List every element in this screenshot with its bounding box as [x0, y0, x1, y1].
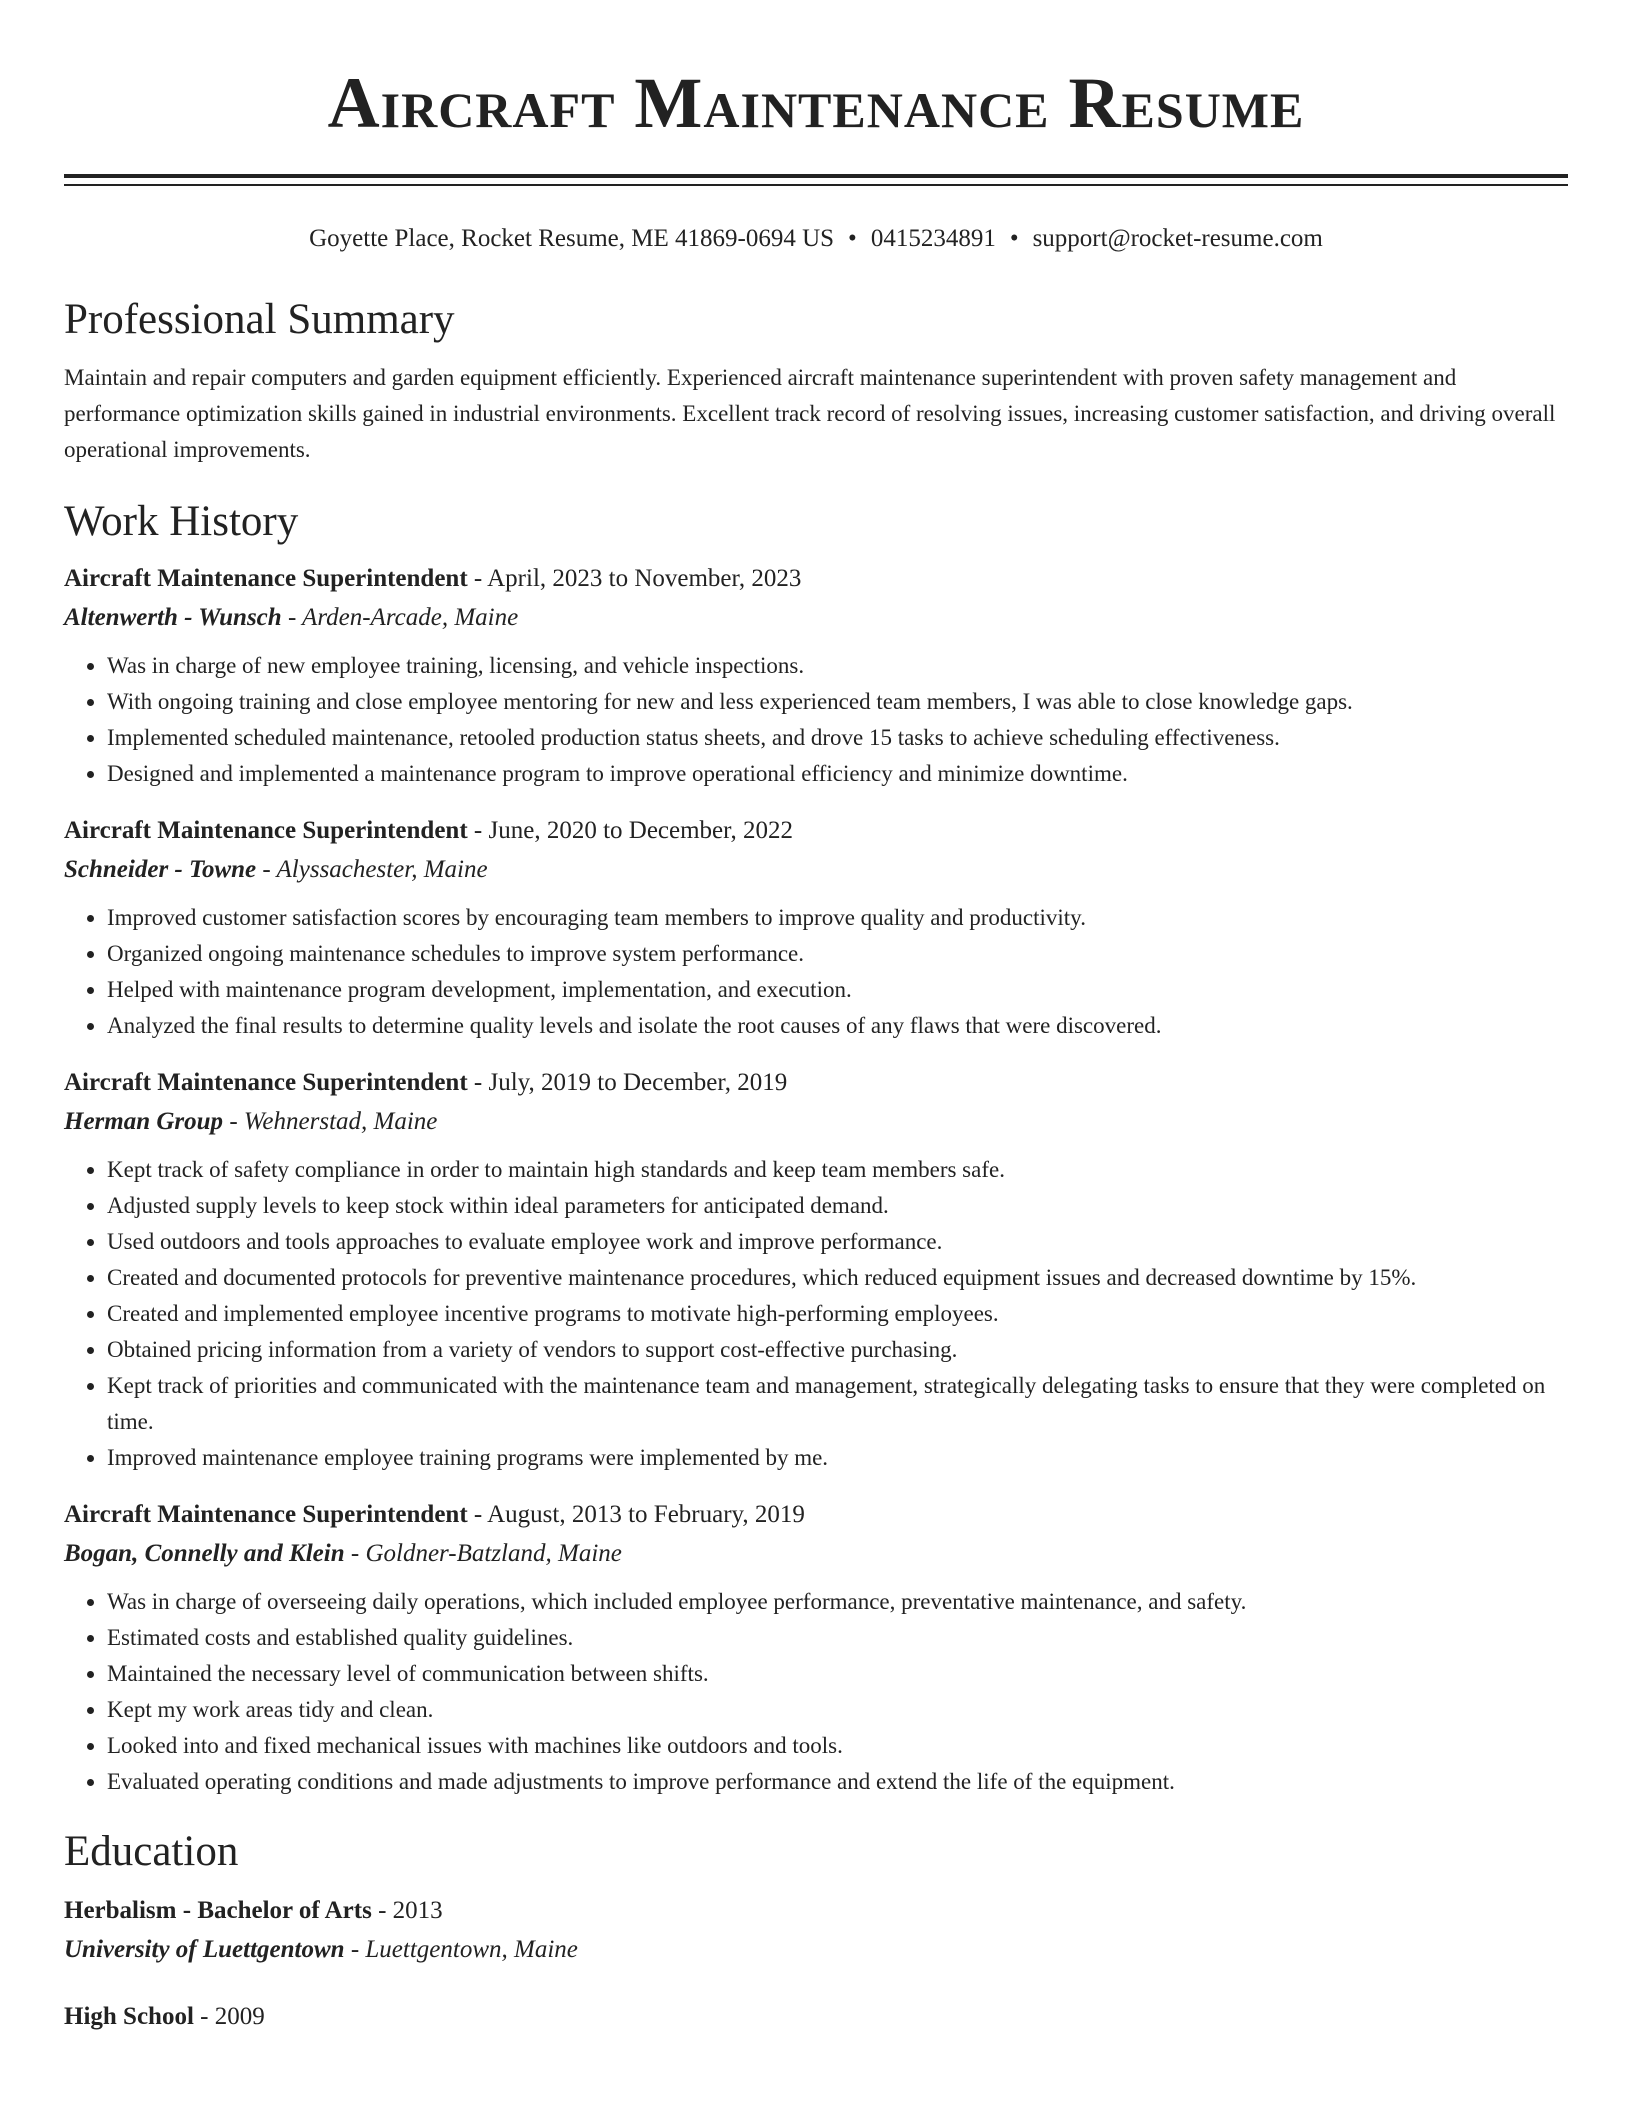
company-name: Bogan, Connelly and Klein — [64, 1540, 345, 1567]
job-entry — [64, 812, 1568, 1044]
education-heading: Education — [64, 1828, 239, 1875]
summary-heading: Professional Summary — [64, 296, 455, 343]
contact-line — [64, 222, 1568, 256]
job-title: Aircraft Maintenance Superintendent — [64, 1069, 468, 1096]
contact-phone: 0415234891 — [870, 225, 996, 252]
job-company-line — [64, 850, 1568, 890]
work-history-list — [64, 560, 1568, 1800]
education-degree-line — [64, 1998, 1568, 2036]
school-name: University of Luettgentown — [64, 1936, 345, 1963]
duties-list — [64, 900, 1568, 1044]
education-year: - 2009 — [193, 2003, 265, 2030]
company-location: - Alyssachester, Maine — [256, 856, 488, 883]
duty-item: • Estimated costs and established quality guidelines. — [107, 1620, 1568, 1656]
education-degree-line — [64, 1892, 1568, 1930]
contact-separator: • — [848, 225, 857, 252]
duty-item: • Designed and implemented a maintenance program to improve operational efficiency and minimize downtime. — [107, 756, 1568, 792]
education-year: - 2013 — [371, 1897, 443, 1924]
education-degree: Herbalism - Bachelor of Arts — [64, 1897, 372, 1924]
duty-item: • Used outdoors and tools approaches to evaluate employee work and improve performance. — [107, 1224, 1568, 1260]
contact-email: support@rocket-resume.com — [1032, 225, 1323, 252]
job-entry — [64, 560, 1568, 792]
duty-item: • Helped with maintenance program development, implementation, and execution. — [107, 972, 1568, 1008]
duty-item: • Looked into and fixed mechanical issues with machines like outdoors and tools. — [107, 1728, 1568, 1764]
duty-item: • With ongoing training and close employee mentoring for new and less experienced team members, I was able to close knowledge gaps. — [107, 684, 1568, 720]
summary-text: Maintain and repair computers and garden equipment efficiently. Experienced aircraft maintenance superintendent with proven safety management and performance optimization skills gained in industrial environments. Excellent track record of resolving issues, increasing customer satisfaction, and driving overall operational improvements. — [64, 365, 1556, 462]
education-school-line — [64, 1930, 1568, 1970]
duty-item: • Created and implemented employee incentive programs to motivate high-performing employees. — [107, 1296, 1568, 1332]
job-company-line — [64, 1102, 1568, 1142]
job-company-line — [64, 1534, 1568, 1574]
job-title-line — [64, 812, 1568, 850]
duty-item: • Improved customer satisfaction scores by encouraging team members to improve quality and productivity. — [107, 900, 1568, 936]
job-dates: - April, 2023 to November, 2023 — [467, 565, 802, 592]
duty-item: • Evaluated operating conditions and made adjustments to improve performance and extend the life of the equipment. — [107, 1764, 1568, 1800]
duty-item: • Kept track of priorities and communicated with the maintenance team and management, strategically delegating tasks to ensure that they were completed on time. — [107, 1368, 1568, 1440]
contact-address: Goyette Place, Rocket Resume, ME 41869-0694 US — [309, 225, 835, 252]
work-history-heading: Work History — [64, 498, 299, 545]
job-dates: - June, 2020 to December, 2022 — [467, 817, 793, 844]
education-degree: High School — [64, 2003, 194, 2030]
education-entry — [64, 1998, 1568, 2036]
duties-list — [64, 1584, 1568, 1800]
job-title: Aircraft Maintenance Superintendent — [64, 817, 468, 844]
title-divider-thin — [64, 184, 1568, 186]
duty-item: • Organized ongoing maintenance schedules to improve system performance. — [107, 936, 1568, 972]
job-dates: - August, 2013 to February, 2019 — [467, 1501, 805, 1528]
duty-item: • Maintained the necessary level of communication between shifts. — [107, 1656, 1568, 1692]
duty-item: • Obtained pricing information from a variety of vendors to support cost-effective purchasing. — [107, 1332, 1568, 1368]
job-dates: - July, 2019 to December, 2019 — [467, 1069, 788, 1096]
duty-item: • Was in charge of new employee training, licensing, and vehicle inspections. — [107, 648, 1568, 684]
duty-item: • Was in charge of overseeing daily operations, which included employee performance, preventative maintenance, and safety. — [107, 1584, 1568, 1620]
company-name: Schneider - Towne — [64, 856, 257, 883]
company-name: Altenwerth - Wunsch — [64, 604, 282, 631]
duty-item: • Kept my work areas tidy and clean. — [107, 1692, 1568, 1728]
education-entry — [64, 1892, 1568, 1970]
duty-item: • Analyzed the final results to determine quality levels and isolate the root causes of any flaws that were discovered. — [107, 1008, 1568, 1044]
school-location: - Luettgentown, Maine — [344, 1936, 578, 1963]
company-location: - Goldner-Batzland, Maine — [344, 1540, 622, 1567]
duties-list — [64, 1152, 1568, 1476]
education-list — [64, 1892, 1568, 2036]
duty-item: • Created and documented protocols for preventive maintenance procedures, which reduced equipment issues and decreased downtime by 15%. — [107, 1260, 1568, 1296]
duty-item: • Improved maintenance employee training programs were implemented by me. — [107, 1440, 1568, 1476]
job-title: Aircraft Maintenance Superintendent — [64, 1501, 468, 1528]
job-title-line — [64, 1496, 1568, 1534]
title-divider-thick — [64, 174, 1568, 178]
job-title-line — [64, 1064, 1568, 1102]
duty-item: • Kept track of safety compliance in order to maintain high standards and keep team members safe. — [107, 1152, 1568, 1188]
duties-list — [64, 648, 1568, 792]
resume-title: Aircraft Maintenance Resume — [327, 63, 1305, 143]
company-location: - Arden-Arcade, Maine — [281, 604, 519, 631]
company-name: Herman Group — [64, 1108, 224, 1135]
duty-item: • Adjusted supply levels to keep stock within ideal parameters for anticipated demand. — [107, 1188, 1568, 1224]
duty-item: • Implemented scheduled maintenance, retooled production status sheets, and drove 15 tasks to achieve scheduling effectiveness. — [107, 720, 1568, 756]
job-company-line — [64, 598, 1568, 638]
job-title: Aircraft Maintenance Superintendent — [64, 565, 468, 592]
contact-separator: • — [1009, 225, 1019, 252]
job-entry — [64, 1064, 1568, 1476]
job-entry — [64, 1496, 1568, 1800]
company-location: - Wehnerstad, Maine — [223, 1108, 438, 1135]
job-title-line — [64, 560, 1568, 598]
